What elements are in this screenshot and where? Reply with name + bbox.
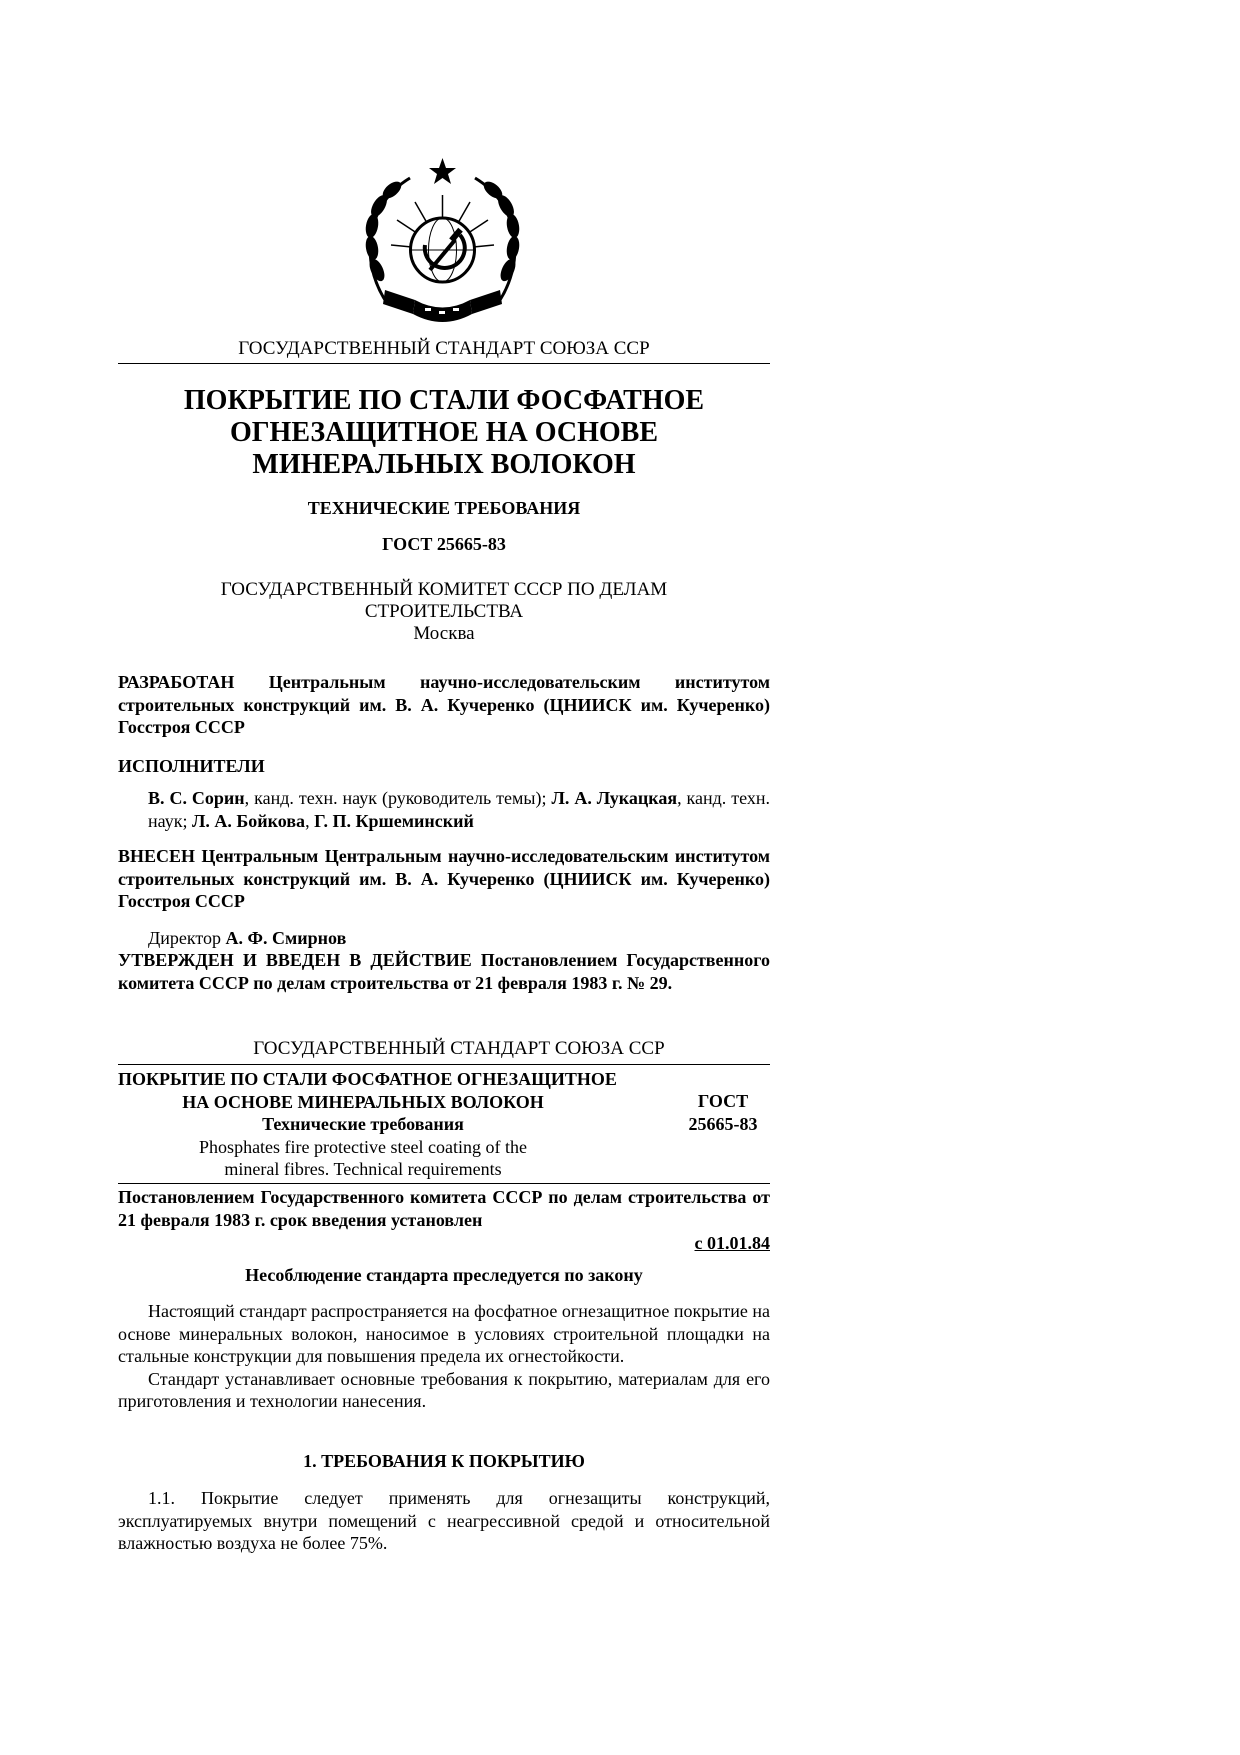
body-paragraph: 1.1. Покрытие следует применять для огнезащиты конструкций, эксплуатируемых внутри помещений с неагрессивной средой и относительной влажностью воздуха не более 75%. (118, 1488, 770, 1553)
committee-block (118, 579, 770, 645)
ussr-emblem (355, 150, 530, 330)
gost-label: ГОСТ (697, 1091, 749, 1111)
gost-number: 25665-83 (688, 1113, 758, 1134)
utverzhden-paragraph: УТВЕРЖДЕН И ВВЕДЕН В ДЕЙСТВИЕ Постановлением Государственного комитета СССР по делам строительства от 21 февраля 1983 г. № 29. (118, 950, 770, 993)
decree-paragraph: Постановлением Государственного комитета СССР по делам строительства от 21 февраля 1983 г. срок введения установлен (118, 1187, 770, 1230)
author-name: В. С. Сорин (148, 788, 245, 808)
body-paragraph: Стандарт устанавливает основные требования к покрытию, материалам для его приготовления и технологии нанесения. (118, 1368, 770, 1411)
standard-header-line: ГОСУДАРСТВЕННЫЙ СТАНДАРТ СОЮЗА ССР (238, 338, 650, 359)
section-heading: 1. ТРЕБОВАНИЯ К ПОКРЫТИЮ (303, 1451, 585, 1471)
ispolniteli-paragraph (148, 787, 770, 832)
body-paragraph: Настоящий стандарт распространяется на фосфатное огнезащитное покрытие на основе минеральных волокон, наносимое в условиях строительной площадки на стальные конструкции для повышения предела их огнестойкости. (118, 1301, 770, 1366)
standard-title-left (118, 1068, 708, 1181)
document-subtitle: ТЕХНИЧЕСКИЕ ТРЕБОВАНИЯ (307, 498, 581, 518)
standard-title-line: НА ОСНОВЕ МИНЕРАЛЬНЫХ ВОЛОКОН (182, 1091, 544, 1112)
author-name: Л. А. Лукацкая (551, 788, 678, 808)
committee-line: ГОСУДАРСТВЕННЫЙ КОМИТЕТ СССР ПО ДЕЛАМ (220, 579, 668, 600)
english-title-line: mineral fibres. Technical requirements (224, 1159, 502, 1179)
director-name: А. Ф. Смирнов (225, 928, 347, 948)
standard-block-divider-top (118, 1064, 770, 1065)
author-separator: , (305, 810, 315, 831)
title-line: МИНЕРАЛЬНЫХ ВОЛОКОН (252, 449, 636, 480)
english-title-line: Phosphates fire protective steel coating of the (199, 1136, 527, 1157)
director-line (148, 927, 770, 950)
committee-line: СТРОИТЕЛЬСТВА (364, 601, 524, 622)
standard-block-divider-bottom (118, 1183, 770, 1184)
section-1-body (118, 1487, 770, 1555)
author-title: , канд. техн. наук (руководитель темы); (244, 788, 552, 808)
ispolniteli-heading: ИСПОЛНИТЕЛИ (118, 756, 265, 776)
author-title: , канд. техн. наук; (148, 788, 770, 831)
gost-number: ГОСТ 25665-83 (382, 534, 506, 554)
effective-date: с 01.01.84 (694, 1233, 770, 1253)
author-name: Г. П. Кршеминский (314, 810, 474, 831)
standard-title-line: ПОКРЫТИЕ ПО СТАЛИ ФОСФАТНОЕ ОГНЕЗАЩИТНОЕ (118, 1069, 617, 1089)
standard-title-line: Технические требования (262, 1114, 464, 1134)
title-line: ОГНЕЗАЩИТНОЕ НА ОСНОВЕ (229, 417, 659, 448)
standard-block-header: ГОСУДАРСТВЕННЫЙ СТАНДАРТ СОЮЗА ССР (253, 1038, 665, 1059)
law-warning: Несоблюдение стандарта преследуется по закону (245, 1265, 643, 1285)
vnesen-paragraph: ВНЕСЕН Центральным Центральным научно-исследовательским институтом строительных конструкций им. В. А. Кучеренко (ЦНИИСК им. Кучеренко) Госстроя СССР (118, 846, 770, 911)
standard-gost-label (658, 1090, 788, 1135)
author-name: Л. А. Бойкова (191, 810, 306, 831)
city: Москва (413, 623, 475, 644)
standard-title-block (118, 1068, 770, 1183)
header-divider (118, 363, 770, 364)
title-line: ПОКРЫТИЕ ПО СТАЛИ ФОСФАТНОЕ (183, 385, 705, 416)
body-intro (118, 1300, 770, 1413)
document-title (118, 385, 770, 481)
razrabotan-paragraph: РАЗРАБОТАН Центральным научно-исследовательским институтом строительных конструкций им. В. А. Кучеренко (ЦНИИСК им. Кучеренко) Госстроя СССР (118, 672, 770, 737)
director-label: Директор (148, 928, 226, 948)
